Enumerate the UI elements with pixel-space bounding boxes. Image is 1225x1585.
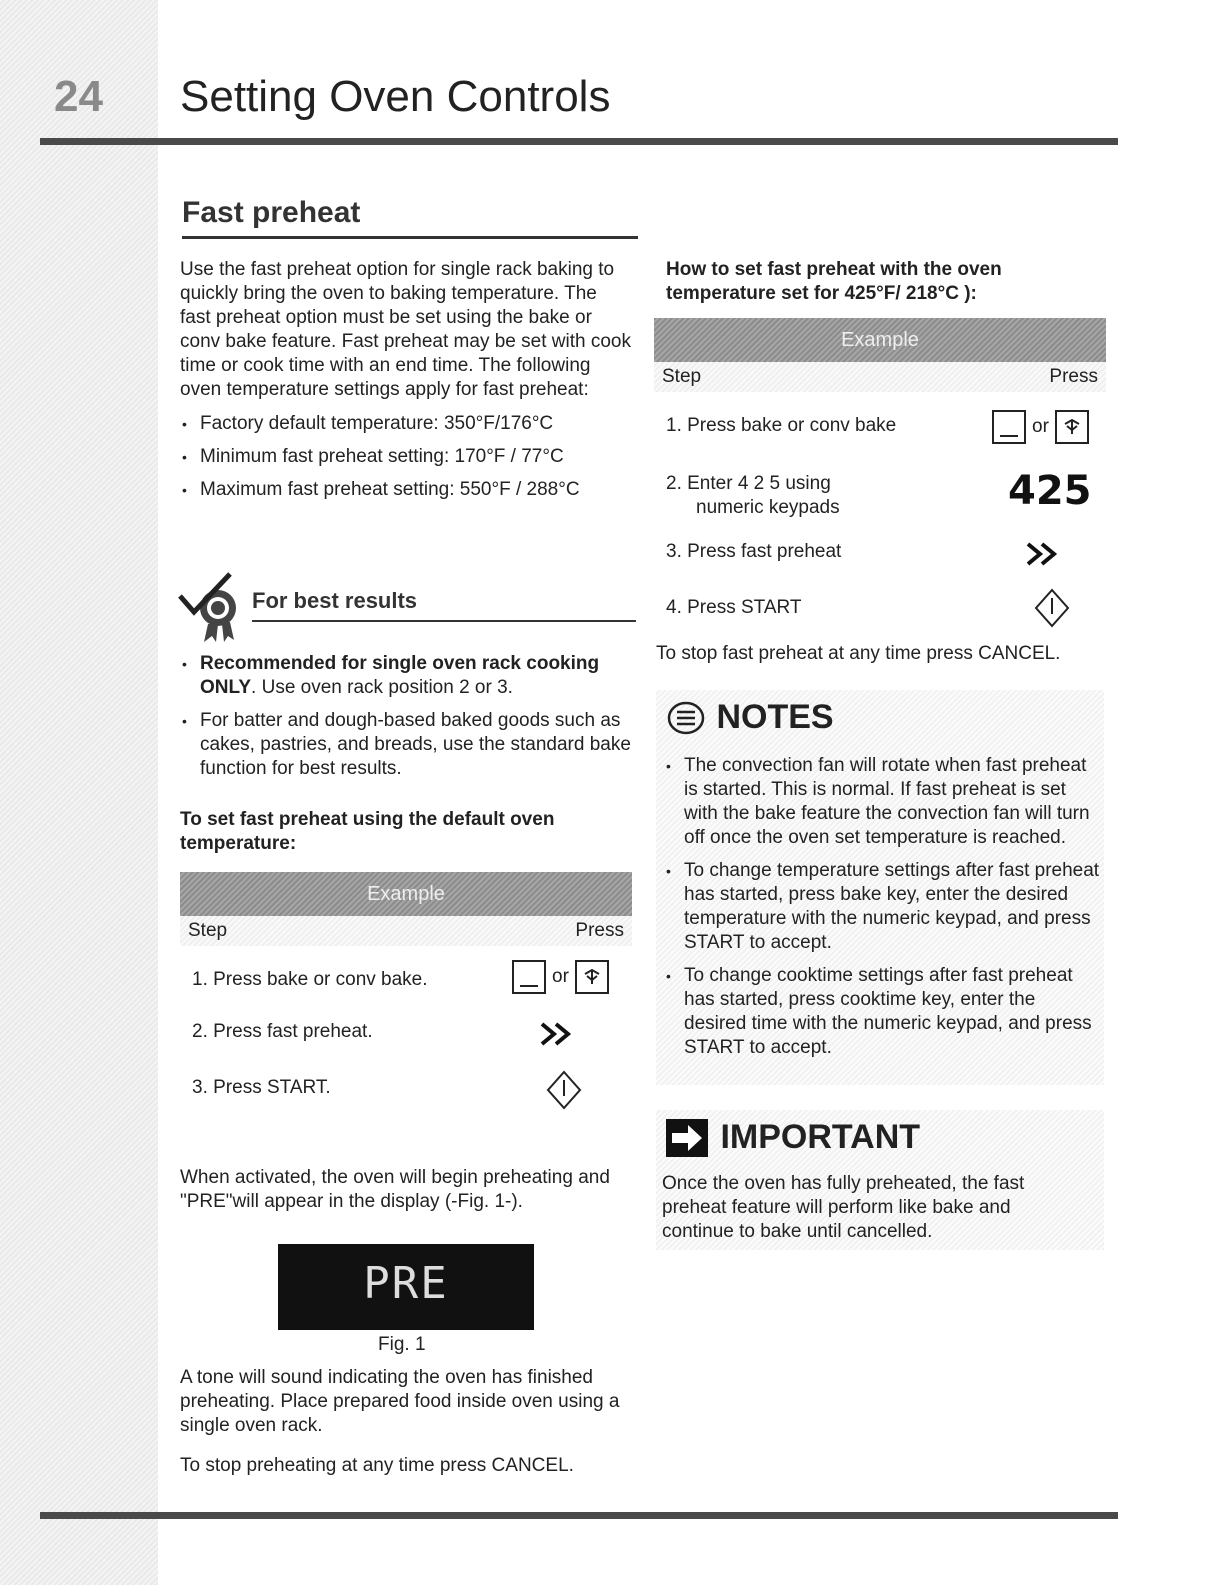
list-item: • Factory default temperature: 350°F/176°C	[180, 412, 632, 436]
important-box	[656, 1110, 1104, 1250]
bake-key-icon	[512, 960, 546, 994]
bake-key-group	[512, 960, 609, 994]
fast-preheat-icon	[1026, 542, 1066, 566]
header-rule	[40, 138, 1118, 145]
intro-block	[180, 258, 632, 511]
conv-bake-key-icon	[1055, 410, 1089, 444]
press-column-header: Press	[1049, 366, 1098, 387]
important-title: IMPORTANT	[720, 1118, 921, 1156]
table-row: 3. Press START.	[192, 1077, 331, 1098]
conv-bake-key-icon	[575, 960, 609, 994]
best-results-list	[180, 652, 632, 790]
list-item-text: . Use oven rack position 2 or 3.	[251, 677, 513, 698]
arrow-right-icon	[666, 1119, 708, 1157]
page-number: 24	[54, 72, 103, 121]
notes-list	[664, 754, 1100, 1069]
best-results-title: For best results	[252, 588, 636, 622]
list-item: • Minimum fast preheat setting: 170°F / 77°C	[180, 445, 632, 469]
table-column-headers	[654, 362, 1106, 392]
step-column-header: Step	[662, 366, 702, 387]
oven-display-figure	[278, 1244, 534, 1330]
or-text: or	[552, 966, 569, 987]
page-margin-pattern	[0, 0, 158, 1585]
table-row: 3. Press fast preheat	[666, 541, 842, 562]
list-item: • To change temperature settings after fast preheat has started, press bake key, enter the desired temperature with the numeric keypad, and press START to accept.	[664, 859, 1100, 955]
example-table-right	[654, 318, 1106, 392]
bake-key-group	[992, 410, 1089, 444]
list-item: • The convection fan will rotate when fast preheat is started. This is normal. If fast preheat is set with the bake feature the convection fan will turn off once the oven set temperature is reached.	[664, 754, 1100, 850]
bake-key-icon	[992, 410, 1026, 444]
notes-header	[666, 698, 834, 737]
emphasis-text: Recommended for single oven rack cooking ONLY	[200, 653, 600, 698]
list-item: • To change cooktime settings after fast preheat has started, press cooktime key, enter the desired time with the numeric keypad, and press START to accept.	[664, 964, 1100, 1060]
table-row: 1. Press bake or conv bake	[666, 415, 897, 436]
list-item: • For batter and dough-based baked goods such as cakes, pastries, and breads, use the standard bake function for best results.	[180, 709, 632, 781]
example-header: Example	[654, 318, 1106, 362]
ribbon-check-icon	[178, 572, 248, 644]
table-row-continued: numeric keypads	[696, 497, 840, 518]
fast-preheat-icon	[540, 1022, 580, 1046]
stop-fast-preheat-text: To stop fast preheat at any time press CANCEL.	[656, 643, 1061, 664]
table-row: 1. Press bake or conv bake.	[192, 969, 428, 990]
footer-rule	[40, 1512, 1118, 1519]
page-title: Setting Oven Controls	[180, 72, 611, 121]
start-key-icon	[1034, 588, 1070, 628]
table-row: 2. Press fast preheat.	[192, 1021, 373, 1042]
tone-paragraph: A tone will sound indicating the oven has finished preheating. Place prepared food inside oven using a single oven rack.	[180, 1367, 620, 1436]
display-readout: PRE	[363, 1258, 449, 1309]
step-column-header: Step	[188, 920, 228, 941]
example-header: Example	[180, 872, 632, 916]
table-column-headers	[180, 916, 632, 946]
section-title: Fast preheat	[182, 196, 638, 239]
example-table-left	[180, 872, 632, 946]
important-text: Once the oven has fully preheated, the fast preheat feature will perform like bake and continue to bake until cancelled.	[662, 1173, 1025, 1242]
intro-paragraph: Use the fast preheat option for single rack baking to quickly bring the oven to baking temperature. The fast preheat option must be set using the bake or conv bake feature. Fast preheat may be set with cook time or cook time with an end time. The following oven temperature settings apply for fast preheat:	[180, 259, 631, 400]
activated-paragraph: When activated, the oven will begin preheating and "PRE"will appear in the display (-Fig. 1-).	[180, 1167, 610, 1212]
notes-title: NOTES	[716, 698, 834, 736]
right-heading: How to set fast preheat with the oven temperature set for 425°F/ 218°C ):	[666, 259, 1002, 304]
default-temp-heading: To set fast preheat using the default oven temperature:	[180, 809, 555, 854]
list-item: • Maximum fast preheat setting: 550°F / 288°C	[180, 478, 632, 502]
list-item	[180, 652, 632, 700]
start-key-icon	[546, 1070, 582, 1110]
keypad-value: 425	[1008, 468, 1092, 514]
press-column-header: Press	[575, 920, 624, 941]
table-row: 4. Press START	[666, 597, 802, 618]
stop-preheating-text: To stop preheating at any time press CANCEL.	[180, 1455, 574, 1476]
or-text: or	[1032, 416, 1049, 437]
notes-box	[656, 690, 1104, 1085]
temperature-list	[180, 412, 632, 502]
notes-icon	[666, 700, 706, 736]
table-row: 2. Enter 4 2 5 using	[666, 473, 831, 494]
important-header	[666, 1118, 920, 1157]
figure-caption: Fig. 1	[378, 1334, 426, 1355]
best-results-header	[178, 572, 640, 642]
